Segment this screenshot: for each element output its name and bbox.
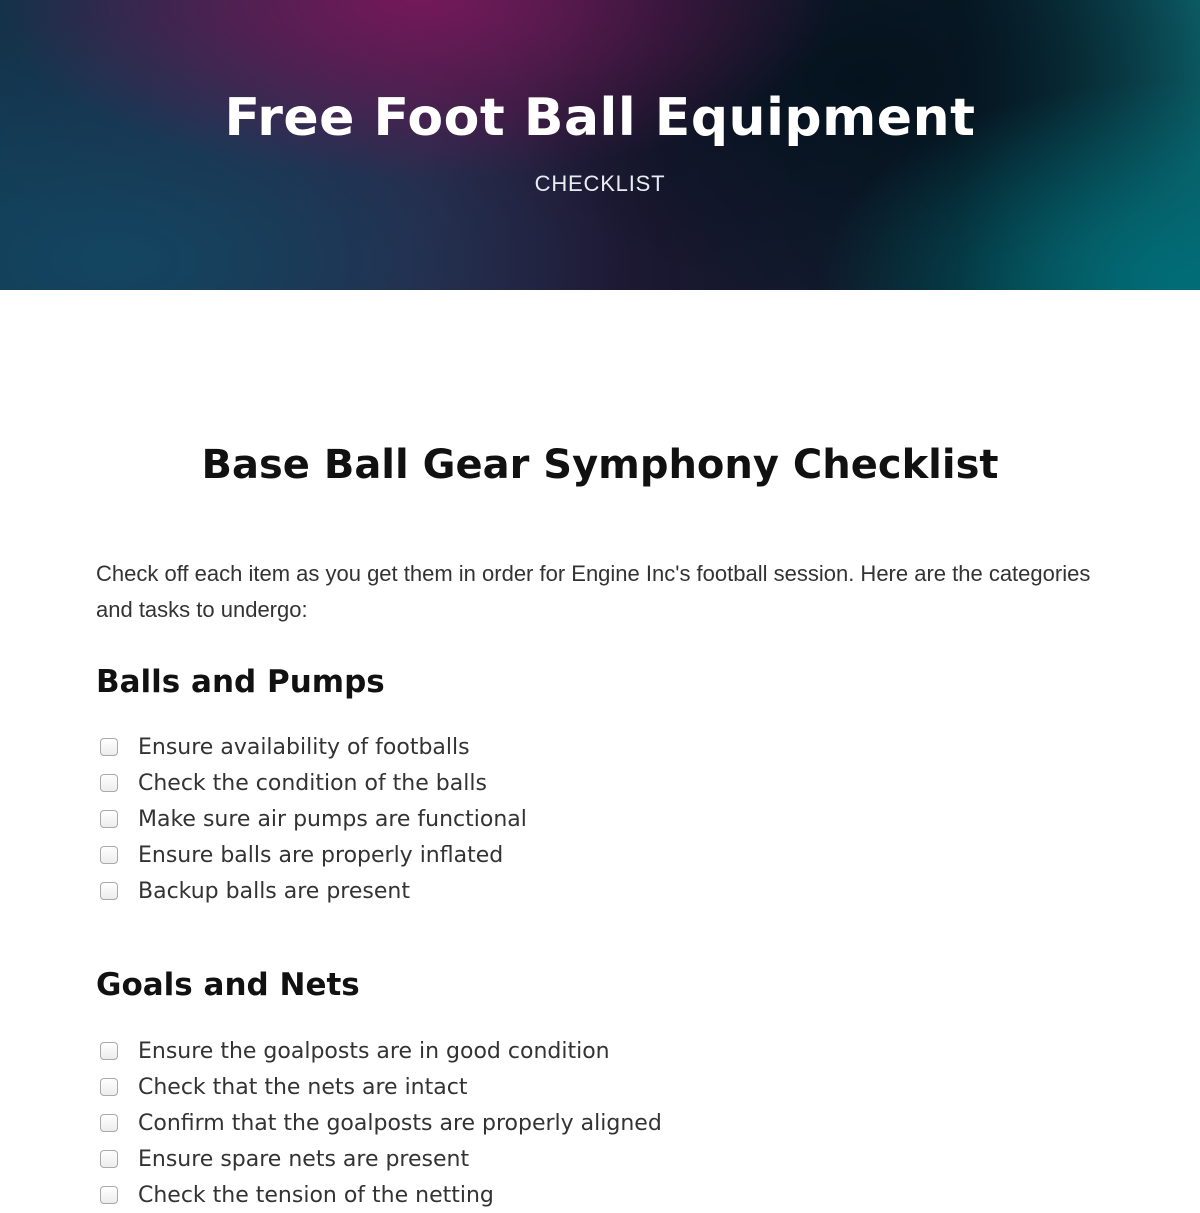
checklist-item-label: Backup balls are present <box>138 878 410 904</box>
checkbox[interactable] <box>100 846 118 864</box>
checklist-title: Base Ball Gear Symphony Checklist <box>201 441 999 488</box>
section-heading-balls-and-pumps: Balls and Pumps <box>96 664 385 700</box>
checkbox[interactable] <box>100 1114 118 1132</box>
checklist-item-label: Check that the nets are intact <box>138 1074 468 1100</box>
checkbox[interactable] <box>100 1042 118 1060</box>
checklist-item-label: Check the condition of the balls <box>138 770 487 796</box>
checklist-item-label: Make sure air pumps are functional <box>138 806 527 832</box>
checkbox[interactable] <box>100 1150 118 1168</box>
page-subtitle: CHECKLIST <box>534 171 666 196</box>
checklist-goals-and-nets <box>100 1033 662 1213</box>
checkbox[interactable] <box>100 810 118 828</box>
checklist-item[interactable] <box>100 873 527 909</box>
checklist-item[interactable] <box>100 1069 662 1105</box>
checkbox[interactable] <box>100 1186 118 1204</box>
checklist-item-label: Ensure balls are properly inflated <box>138 842 504 868</box>
checklist-item[interactable] <box>100 1177 662 1213</box>
checkbox[interactable] <box>100 1078 118 1096</box>
header-banner <box>0 0 1200 290</box>
checklist-balls-and-pumps <box>100 729 527 909</box>
checklist-item[interactable] <box>100 765 527 801</box>
checklist-item[interactable] <box>100 1105 662 1141</box>
checklist-item-label: Check the tension of the netting <box>138 1182 494 1208</box>
checklist-item[interactable] <box>100 837 527 873</box>
page-title: Free Foot Ball Equipment <box>224 88 976 148</box>
checklist-item[interactable] <box>100 801 527 837</box>
checklist-item[interactable] <box>100 729 527 765</box>
checklist-item-label: Confirm that the goalposts are properly aligned <box>138 1110 662 1136</box>
checklist-item[interactable] <box>100 1033 662 1069</box>
checklist-item-label: Ensure spare nets are present <box>138 1146 470 1172</box>
checklist-item-label: Ensure the goalposts are in good condition <box>138 1038 610 1064</box>
section-heading-goals-and-nets: Goals and Nets <box>96 967 360 1003</box>
checkbox[interactable] <box>100 738 118 756</box>
checkbox[interactable] <box>100 774 118 792</box>
checklist-item-label: Ensure availability of footballs <box>138 734 470 760</box>
checklist-item[interactable] <box>100 1141 662 1177</box>
intro-paragraph: Check off each item as you get them in order for Engine Inc's football session. Here are the categories and tasks to undergo: <box>96 561 1091 622</box>
checkbox[interactable] <box>100 882 118 900</box>
